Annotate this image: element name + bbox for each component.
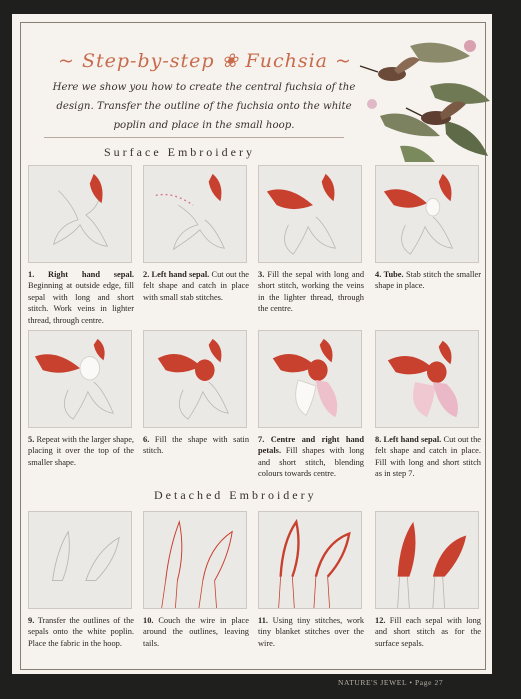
step-12-text: Fill each sepal with long and short stitch as for the surface sepals. xyxy=(375,616,481,648)
step-7-heading: Centre and right hand petals. xyxy=(258,435,364,456)
step-10-number: 10. xyxy=(143,616,154,625)
step-5-caption xyxy=(28,434,134,468)
step-3-number: 3. xyxy=(258,270,265,279)
step-8-caption xyxy=(375,434,481,480)
hummingbird-illustration xyxy=(350,26,492,164)
step-1-photo xyxy=(28,165,132,263)
step-9-text: Transfer the outlines of the sepals onto the white poplin. Place the fabric in the hoop. xyxy=(28,616,134,648)
step-9-caption xyxy=(28,615,134,649)
step-4-caption xyxy=(375,269,481,292)
step-12-number: 12. xyxy=(375,616,386,625)
step-12-photo xyxy=(375,511,479,609)
page-title: ~ Step-by-step ❀ Fuchsia ~ xyxy=(58,50,352,72)
step-11-text: Using tiny stitches, work tiny blanket stitches over the wire. xyxy=(258,616,365,648)
step-2-text: Cut out the felt shape and catch in place with small stab stitches. xyxy=(143,270,249,302)
step-11-caption xyxy=(258,615,364,649)
step-5-text: Repeat with the larger shape, placing it over the top of the smaller shape. xyxy=(28,435,135,467)
step-8-number: 8. xyxy=(375,435,382,444)
step-10-text: Couch the wire in place around the outlines, leaving tails. xyxy=(143,616,249,648)
step-8-heading: Left hand sepal. xyxy=(383,435,442,444)
step-1-text: Beginning at outside edge, fill sepal with long and short stitch. Work veins in lighter thread, through centre. xyxy=(28,281,134,325)
step-6-text: Fill the shape with satin stitch. xyxy=(143,435,250,456)
step-12-caption xyxy=(375,615,481,649)
step-5-photo xyxy=(28,330,132,428)
step-10-photo xyxy=(143,511,247,609)
step-7-text: Fill shapes with long and short stitch, blending colours towards centre. xyxy=(258,446,365,479)
step-1-caption xyxy=(28,269,134,326)
step-7-photo xyxy=(258,330,362,428)
step-6-number: 6. xyxy=(143,435,150,444)
step-10-caption xyxy=(143,615,249,649)
section-heading-surface: Surface Embroidery xyxy=(104,145,255,159)
step-3-text: Fill the sepal with long and short stitch, working the veins in the lighter thread, through the centre. xyxy=(258,270,365,314)
step-6-caption xyxy=(143,434,249,457)
intro-text: Here we show you how to create the central fuchsia of the design. Transfer the outline of the fuchsia onto the white poplin and place in the small hoop. xyxy=(52,82,356,131)
step-11-photo xyxy=(258,511,362,609)
step-9-photo xyxy=(28,511,132,609)
step-2-photo xyxy=(143,165,247,263)
step-4-text: Stab stitch the smaller shape in place. xyxy=(375,270,482,291)
step-9-number: 9. xyxy=(28,616,35,625)
step-1-heading: Right hand sepal. xyxy=(48,270,134,279)
step-2-caption xyxy=(143,269,249,303)
step-11-number: 11. xyxy=(258,616,269,625)
step-4-heading: Tube. xyxy=(383,270,404,279)
step-4-number: 4. xyxy=(375,270,382,279)
step-2-number: 2. xyxy=(143,270,150,279)
step-8-photo xyxy=(375,330,479,428)
section-heading-detached: Detached Embroidery xyxy=(154,488,317,502)
step-5-number: 5. xyxy=(28,435,35,444)
title-rule xyxy=(44,137,344,138)
step-8-text: Cut out the felt shape and catch in place. Fill with long and short stitch as in step 7. xyxy=(375,435,481,479)
step-1-number: 1. xyxy=(28,270,35,279)
step-3-caption xyxy=(258,269,364,315)
step-7-caption xyxy=(258,434,364,480)
step-7-number: 7. xyxy=(258,435,265,444)
page-footer: NATURE'S JEWEL • Page 27 xyxy=(338,678,444,687)
step-6-photo xyxy=(143,330,247,428)
step-3-photo xyxy=(258,165,362,263)
step-2-heading: Left hand sepal. xyxy=(151,270,210,279)
step-4-photo xyxy=(375,165,479,263)
